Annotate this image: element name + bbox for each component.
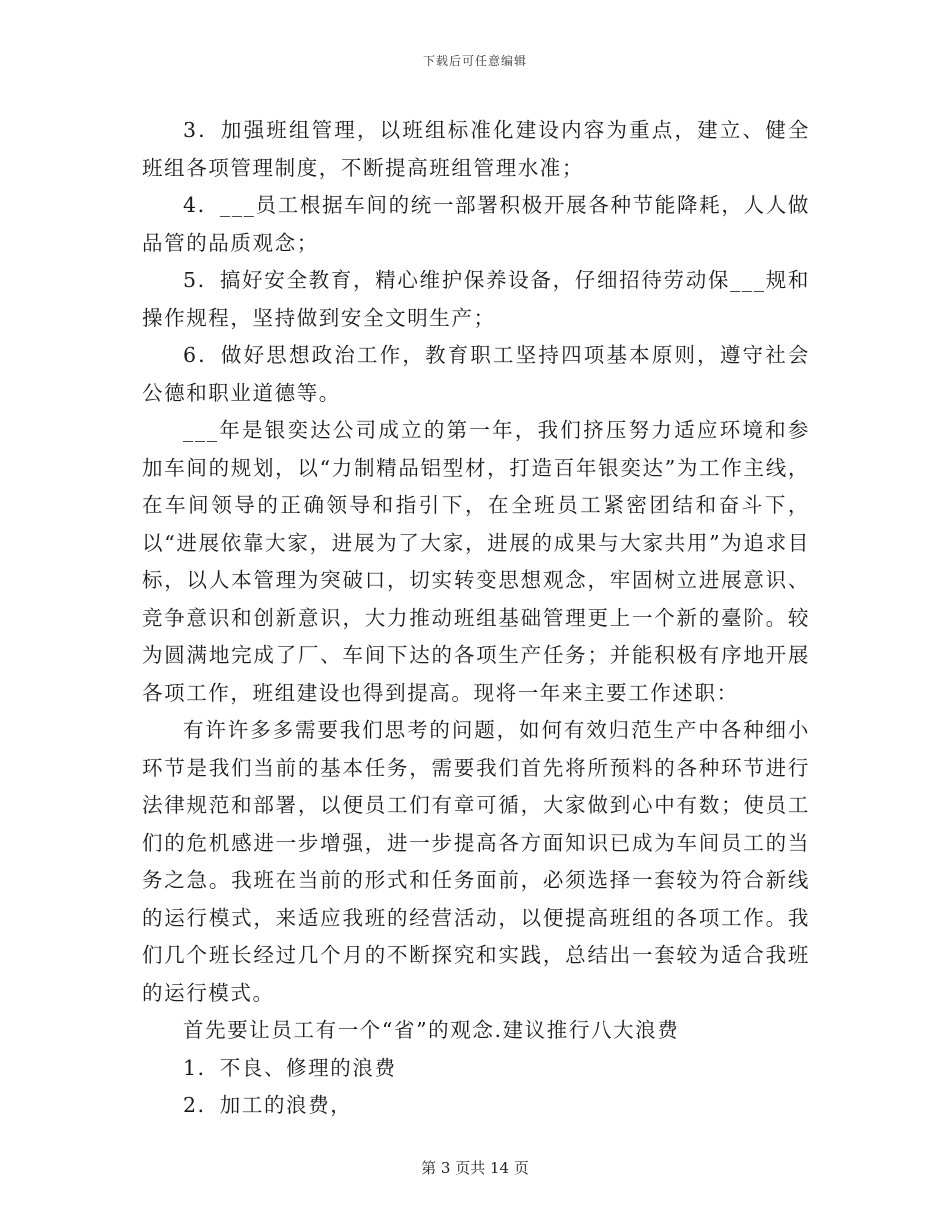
paragraph-annual-summary: ___年是银奕达公司成立的第一年，我们挤压努力适应环境和参加车间的规划，以“力制精品铝型材，打造百年银奕达”为工作主线，在车间领导的正确领导和指引下，在全班员工紧密团结和奋斗下，以“进展依靠大家，进展为了大家，进展的成果与大家共用”为追求目标，以人本管理为突破口，切实转变思想观念，牢固树立进展意识、竞争意识和创新意识，大力推动班组基础管理更上一个新的臺阶。较为圆满地完成了厂、车间下达的各项生产任务；并能积极有序地开展各项工作，班组建设也得到提高。现将一年来主要工作述职： [142,418,810,705]
paragraph-item-5: 5．搞好安全教育，精心维护保养设备，仔细招待劳动保___规和操作规程，坚持做到安全文明生产； [142,268,810,330]
paragraph-item-4: 4．___员工根据车间的统一部署积极开展各种节能降耗，人人做品管的品质观念； [142,193,810,255]
document-body [142,112,810,1125]
page-number: 第 3 页共 14 页 [421,1159,529,1177]
paragraph-item-3: 3．加强班组管理，以班组标准化建设内容为重点，建立、健全班组各项管理制度，不断提高班组管理水准； [142,118,810,180]
paragraph-item-6: 6．做好思想政治工作，教育职工坚持四项基本原则，遵守社会公德和职业道德等。 [142,343,810,405]
list-item-waste-1: 1．不良、修理的浪费 [183,1055,397,1080]
list-item-waste-2: 2．加工的浪费， [183,1093,353,1117]
page-header: 下载后可任意编辑 [422,54,527,68]
paragraph-operation-mode: 有许许多多需要我们思考的问题，如何有效归范生产中各种细小环节是我们当前的基本任务，需要我们首先将所预料的各种环节进行法律规范和部署，以便员工们有章可循，大家做到心中有数；使员工们的危机感进一步增强，进一步提高各方面知识已成为车间员工的当务之急。我班在当前的形式和任务面前，必须选择一套较为符合新线的运行模式，来适应我班的经营活动，以便提高班组的各项工作。我们几个班长经过几个月的不断探究和实践，总结出一套较为适合我班的运行模式。 [142,718,810,1005]
paragraph-eight-wastes-intro: 首先要让员工有一个“省”的观念.建议推行八大浪费 [183,1018,680,1042]
